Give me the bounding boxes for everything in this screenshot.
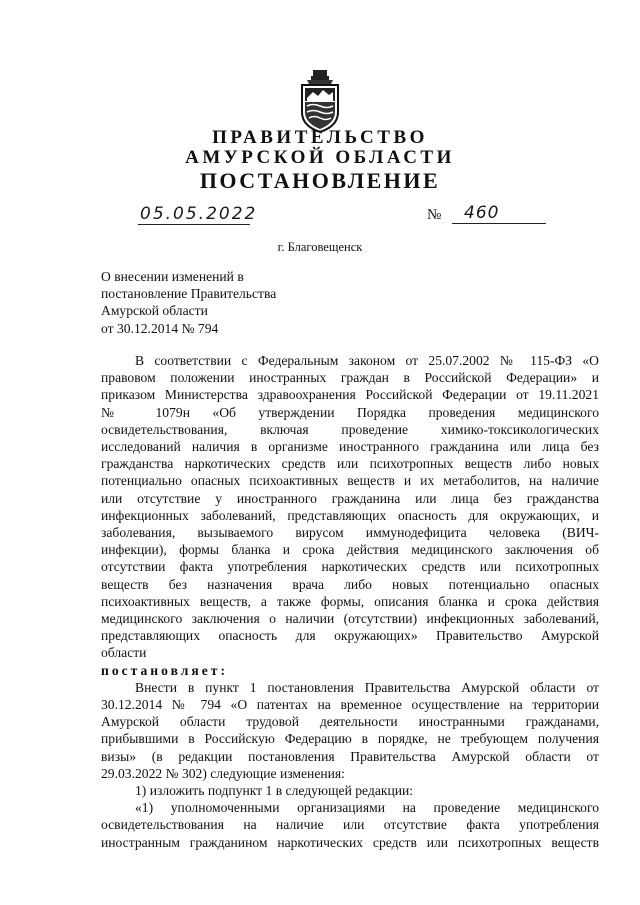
document-type-title: ПОСТАНОВЛЕНИЕ [199,168,441,193]
body-line: 30.12.2014 № 794 «О патентах на временное осуществление на территории [101,697,599,713]
subject-line: от 30.12.2014 № 794 [101,320,219,336]
subject-line: Амурской области [101,303,208,319]
body-line: 29.03.2022 № 302) следующие изменения: [101,765,345,781]
body-line: исследований наличия в организме иностранного гражданина или лица без [101,439,599,455]
resolves-heading: постановляет: [101,662,228,678]
body-line: веществ без назначения врача либо новых потенциально опасных [101,576,599,592]
body-line: правовом положении иностранных граждан в Российской Федерации» и [101,370,599,386]
body-line: отсутствии факта употребления наркотических средств или психотропных [101,559,599,575]
body-line: потенциально опасных психоактивных веществ и их метаболитов, на наличие [101,473,599,489]
body-line: или отсутствие у иностранного гражданина или лица без гражданства [101,490,599,506]
government-title-line2: АМУРСКОЙ ОБЛАСТИ [185,147,455,168]
document-subject [101,268,276,337]
body-line: прибывшими в Российскую Федерацию в порядке, не требующем получения [101,731,599,747]
quote-line: иностранным гражданином наркотических средств или психотропных веществ [101,834,599,850]
subject-line: О внесении изменений в [101,269,244,284]
body-line: приказом Министерства здравоохранения Российской Федерации от 19.11.2021 [101,387,599,403]
government-title-line1: ПРАВИТЕЛЬСТВО [212,127,428,148]
body-line: освидетельствования, включая проведение химико-токсикологических [101,421,599,437]
quote-line: освидетельствования на наличие или отсутствие факта употребления [101,817,599,833]
document-number: 460 [452,203,546,224]
body-line: заболевания, вызываемого вирусом иммунодефицита человека (ВИЧ- [101,525,599,541]
body-line: В соответствии с Федеральным законом от 25.07.2002 № 115-ФЗ «О [135,353,599,368]
document-body [101,352,599,851]
body-line: области [101,645,147,661]
body-line: медицинского заключения о наличии (отсутствии) инфекционных заболеваний, [101,611,599,627]
city-name: г. Благовещенск [277,240,363,254]
body-line: Амурской области трудовой деятельности иностранными гражданами, [101,714,599,730]
body-line: представляющих опасность для окружающих» Правительство Амурской [101,628,599,644]
body-line: Внести в пункт 1 постановления Правительства Амурской области от [135,679,599,695]
subject-line: постановление Правительства [101,286,277,302]
number-sign: № [427,207,442,223]
coat-of-arms-icon [293,68,347,134]
body-line: психоактивных веществ, а также формы, описания бланка и срока действия [101,593,599,609]
body-line: визы» (в редакции постановления Правительства Амурской области от [101,748,599,764]
body-line: № 1079н «Об утверждении Порядка проведения медицинского [101,404,599,420]
body-line: инфекции), формы бланка и срока действия медицинского заключения об [101,542,599,558]
body-line: гражданства наркотических средств или психотропных веществ либо новых [101,456,599,472]
sub-item-line: 1) изложить подпункт 1 в следующей редакции: [135,783,414,799]
document-date: 05.05.2022 [140,204,258,224]
quote-line: «1) уполномоченными организациями на проведение медицинского [135,800,599,816]
body-line: инфекционных заболеваний, представляющих опасность для окружающих, и [101,507,599,523]
